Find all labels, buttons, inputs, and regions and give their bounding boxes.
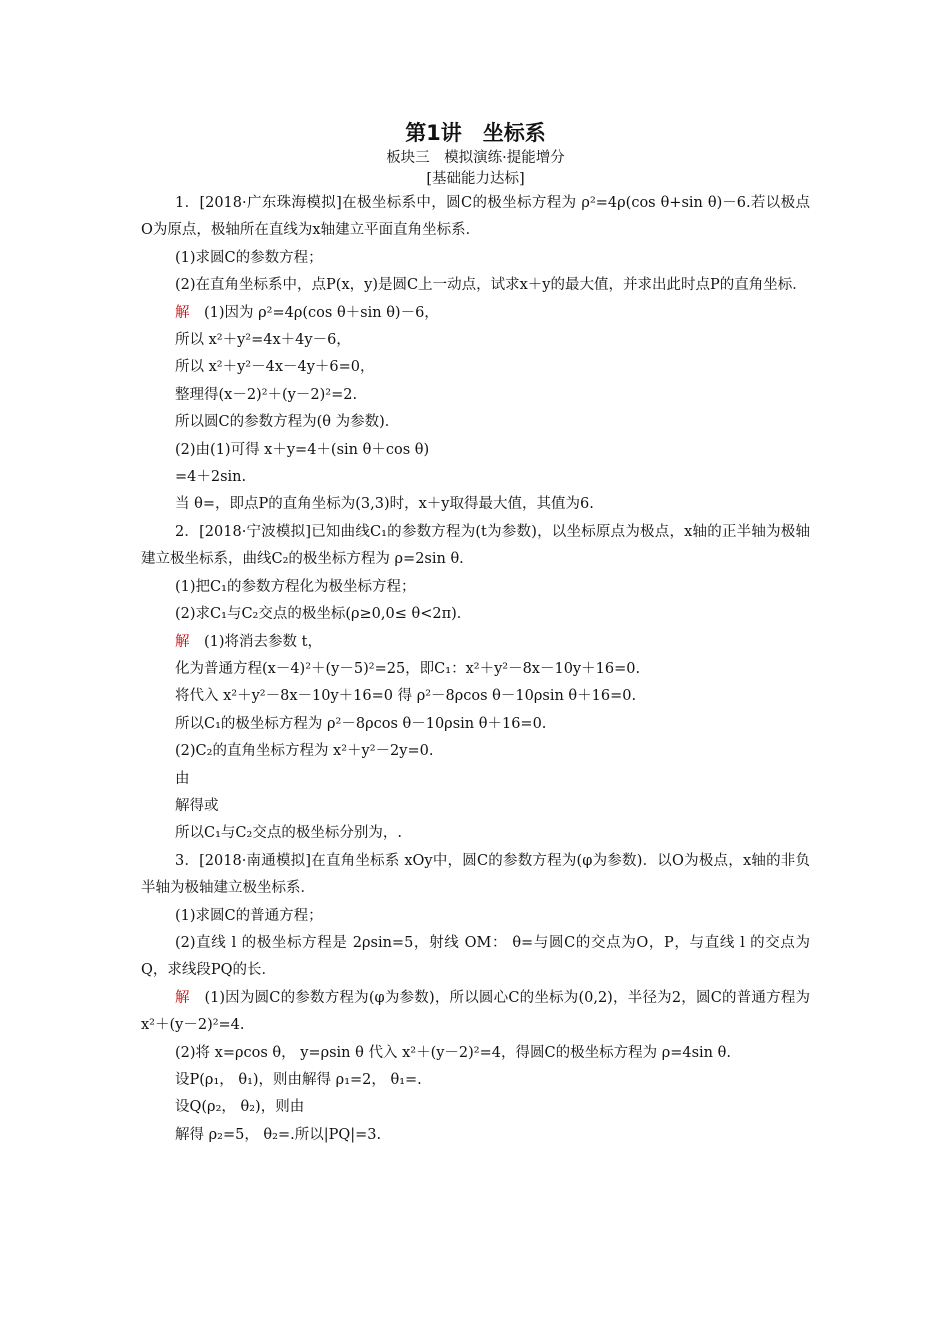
- solution-line: [141, 629, 810, 656]
- solution-text: (1)因为圆C的参数方程为(φ为参数)，所以圆心C的坐标为(0,2)，半径为2，圆C的普通方程为 x²＋(y－2)²=4.: [141, 989, 811, 1034]
- solution-line: [141, 300, 810, 327]
- problem-statement: 3．[2018·南通模拟]在直角坐标系 xOy中，圆C的参数方程为(φ为参数)．以O为极点，x轴的非负半轴为极轴建立极坐标系．: [141, 852, 810, 897]
- problem-2: [141, 519, 810, 848]
- solution-line: =4＋2sin.: [175, 469, 247, 486]
- problem-statement: 2．[2018·宁波模拟]已知曲线C₁的参数方程为(t为参数)，以坐标原点为极点，x轴的正半轴为极轴建立极坐标系，曲线C₂的极坐标方程为 ρ=2sin θ.: [141, 523, 810, 568]
- section-heading: [基础能力达标]: [426, 171, 525, 187]
- problem-3: [141, 848, 810, 1149]
- solution-line: 所以C₁与C₂交点的极坐标分别为，.: [175, 825, 402, 842]
- solution-line: 当 θ=，即点P的直角坐标为(3,3)时，x＋y取得最大值，其值为6.: [175, 496, 594, 513]
- solution-line: (2)C₂的直角坐标方程为 x²＋y²－2y=0.: [175, 743, 434, 760]
- solution-marker: 解: [175, 633, 190, 650]
- solution-line: 所以圆C的参数方程为(θ 为参数)．: [175, 414, 400, 431]
- solution-line: 解得或: [175, 797, 219, 814]
- problem-part: (1)求圆C的参数方程；: [175, 249, 323, 266]
- solution-text: (1)将消去参数 t，: [204, 633, 322, 650]
- problem-statement: 1．[2018·广东珠海模拟]在极坐标系中，圆C的极坐标方程为 ρ²=4ρ(cos θ+sin θ)－6.若以极点O为原点，极轴所在直线为x轴建立平面直角坐标系．: [141, 195, 810, 239]
- problem-part: (2)在直角坐标系中，点P(x，y)是圆C上一动点，试求x＋y的最大值，并求出此时点P的直角坐标．: [175, 277, 807, 294]
- solution-line: 所以C₁的极坐标方程为 ρ²－8ρcos θ－10ρsin θ＋16=0.: [175, 715, 547, 732]
- solution-line: 设P(ρ₁， θ₁)，则由解得 ρ₁=2， θ₁=.: [175, 1072, 422, 1088]
- solution-line: 所以 x²＋y²=4x＋4y－6，: [175, 332, 351, 349]
- solution-marker: 解: [175, 989, 190, 1006]
- solution-line: 设Q(ρ₂， θ₂)，则由: [175, 1099, 305, 1116]
- solution-marker: 解: [175, 304, 190, 321]
- document-page: [141, 118, 810, 1149]
- solution-line: 化为普通方程(x－4)²＋(y－5)²=25，即C₁：x²＋y²－8x－10y＋16=0.: [175, 660, 641, 677]
- problem-part: (1)求圆C的普通方程；: [175, 907, 323, 924]
- solution-line: 由: [175, 770, 190, 787]
- problem-1: [141, 190, 810, 519]
- page-title: 第1讲 坐标系: [405, 121, 546, 145]
- solution-line: 所以 x²＋y²－4x－4y＋6=0，: [175, 359, 375, 376]
- solution-line: 解得 ρ₂=5， θ₂=.所以|PQ|=3.: [175, 1126, 382, 1143]
- solution-line: 将代入 x²＋y²－8x－10y＋16=0 得 ρ²－8ρcos θ－10ρsin θ＋16=0.: [175, 688, 637, 705]
- solution-text: (1)因为 ρ²=4ρ(cos θ＋sin θ)－6，: [204, 304, 439, 321]
- solution-line: 整理得(x－2)²＋(y－2)²=2.: [175, 386, 358, 403]
- page-subtitle: 板块三 模拟演练·提能增分: [386, 150, 565, 166]
- solution-line: [141, 985, 810, 1040]
- problem-part: (2)直线 l 的极坐标方程是 2ρsin=5，射线 OM： θ=与圆C的交点为O，P，与直线 l 的交点为Q，求线段PQ的长．: [141, 934, 810, 979]
- solution-line: (2)将 x=ρcos θ， y=ρsin θ 代入 x²＋(y－2)²=4，得圆C的极坐标方程为 ρ=4sin θ.: [175, 1044, 731, 1061]
- solution-line: (2)由(1)可得 x＋y=4＋(sin θ＋cos θ): [175, 441, 430, 458]
- problem-part: (1)把C₁的参数方程化为极坐标方程；: [175, 578, 416, 595]
- problem-part: (2)求C₁与C₂交点的极坐标(ρ≥0,0≤ θ<2π)．: [175, 606, 472, 623]
